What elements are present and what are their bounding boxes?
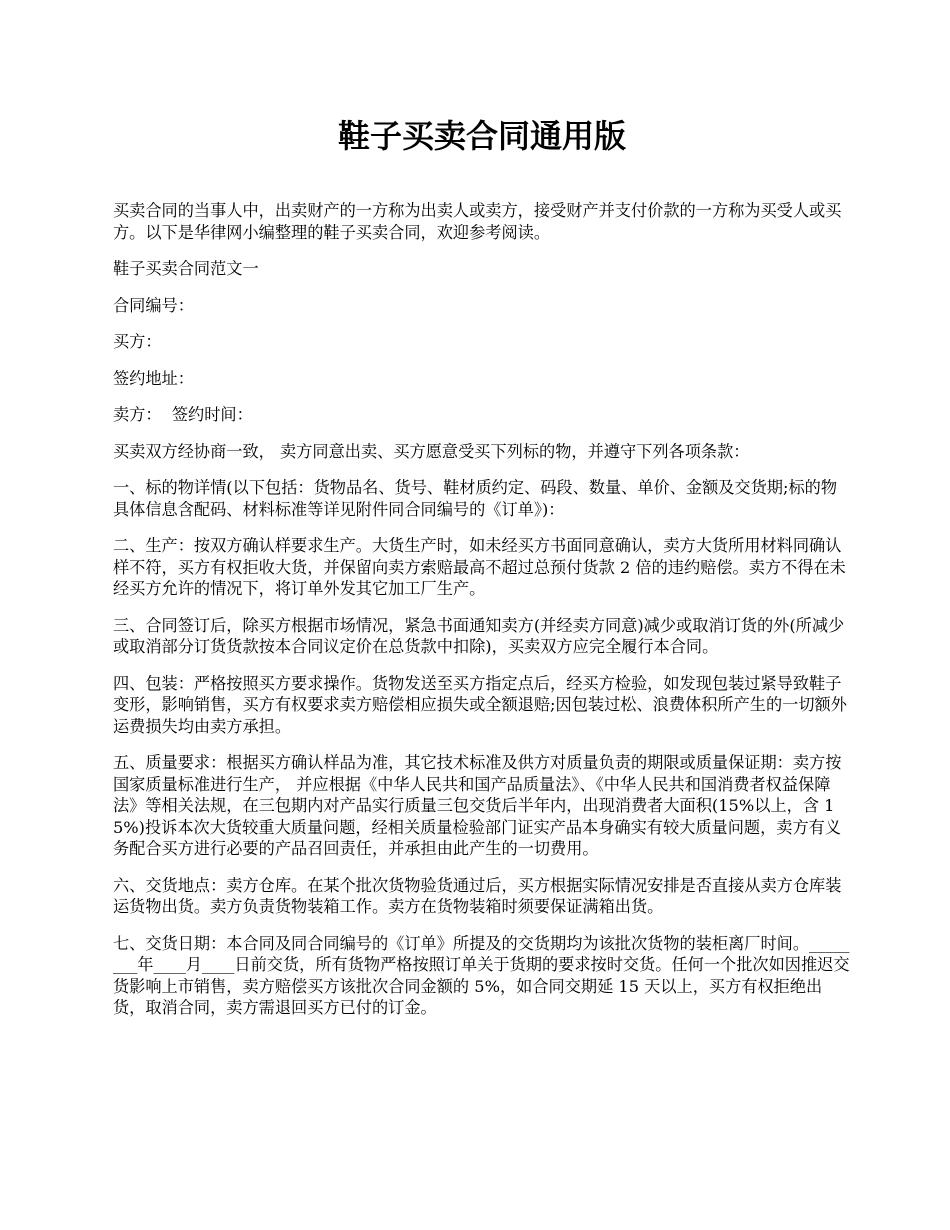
- clause-3-paragraph: 三、合同签订后，除买方根据市场情况，紧急书面通知卖方(并经卖方同意)减少或取消订货的外(所减少或取消部分订货货款按本合同议定价在总货款中扣除)，买卖双方应完全履行本合同。: [113, 615, 845, 656]
- clause-7-paragraph: 七、交货日期：本合同及同合同编号的《订单》所提及的交货期均为该批次货物的装柜离厂时间。________年____月____日前交货，所有货物严格按照订单关于货期的要求按时交货。任何一个批次如因推迟交货影响上市销售，卖方赔偿买方该批次合同金额的 5%，如合同交期延 15 天以上，买方有权拒绝出货，取消合同，卖方需退回买方已付的订金。: [113, 933, 850, 1017]
- seller-signing-time-line: 卖方： 签约时间：: [113, 405, 253, 424]
- intro-paragraph: 买卖合同的当事人中，出卖财产的一方称为出卖人或卖方，接受财产并支付价款的一方称为买受人或买方。以下是华律网小编整理的鞋子买卖合同，欢迎参考阅读。: [113, 201, 842, 242]
- agreement-paragraph: 买卖双方经协商一致， 卖方同意出卖、买方愿意受买下列标的物，并遵守下列各项条款：: [113, 441, 750, 461]
- clause-2-paragraph: 二、生产：按双方确认样要求生产。大货生产时，如未经买方书面同意确认，卖方大货所用材料同确认样不符，买方有权拒收大货，并保留向卖方索赔最高不超过总预付货款 2 倍的违约赔偿。卖方不得在未经买方允许的情况下，将订单外发其它加工厂生产。: [113, 536, 846, 598]
- signing-address-line: 签约地址：: [113, 368, 194, 388]
- contract-number-line: 合同编号：: [113, 295, 194, 315]
- document-title: 鞋子买卖合同通用版: [337, 117, 626, 155]
- document-page: [113, 108, 851, 1034]
- buyer-line: 买方：: [113, 332, 162, 351]
- section-heading: 鞋子买卖合同范文一: [113, 259, 259, 278]
- clause-4-paragraph: 四、包装：严格按照买方要求操作。货物发送至买方指定点后，经买方检验，如发现包装过紧导致鞋子变形，影响销售，买方有权要求卖方赔偿相应损失或全额退赔;因包装过松、浪费体积所产生的一切额外运费损失均由卖方承担。: [113, 673, 847, 736]
- clause-5-paragraph: 五、质量要求：根据买方确认样品为准，其它技术标准及供方对质量负责的期限或质量保证期：卖方按国家质量标准进行生产， 并应根据《中华人民共和国产品质量法》、《中华人民共和国消费者权益保障法》等相关法规，在三包期内对产品实行质量三包交货后半年内，出现消费者大面积(15%以上，含 15%)投诉本次大货较重大质量问题，经相关质量检验部门证实产品本身确实有较大质量问题，卖方有义务配合买方进行必要的产品召回责任，并承担由此产生的一切费用。: [113, 753, 842, 858]
- clause-1-paragraph: 一、标的物详情(以下包括：货物品名、货号、鞋材质约定、码段、数量、单价、金额及交货期;标的物具体信息含配码、材料标准等详见附件同合同编号的《订单》)：: [113, 478, 838, 519]
- clause-6-paragraph: 六、交货地点：卖方仓库。在某个批次货物验货通过后，买方根据实际情况安排是否直接从卖方仓库装运货物出货。卖方负责货物装箱工作。卖方在货物装箱时须要保证满箱出货。: [113, 875, 842, 916]
